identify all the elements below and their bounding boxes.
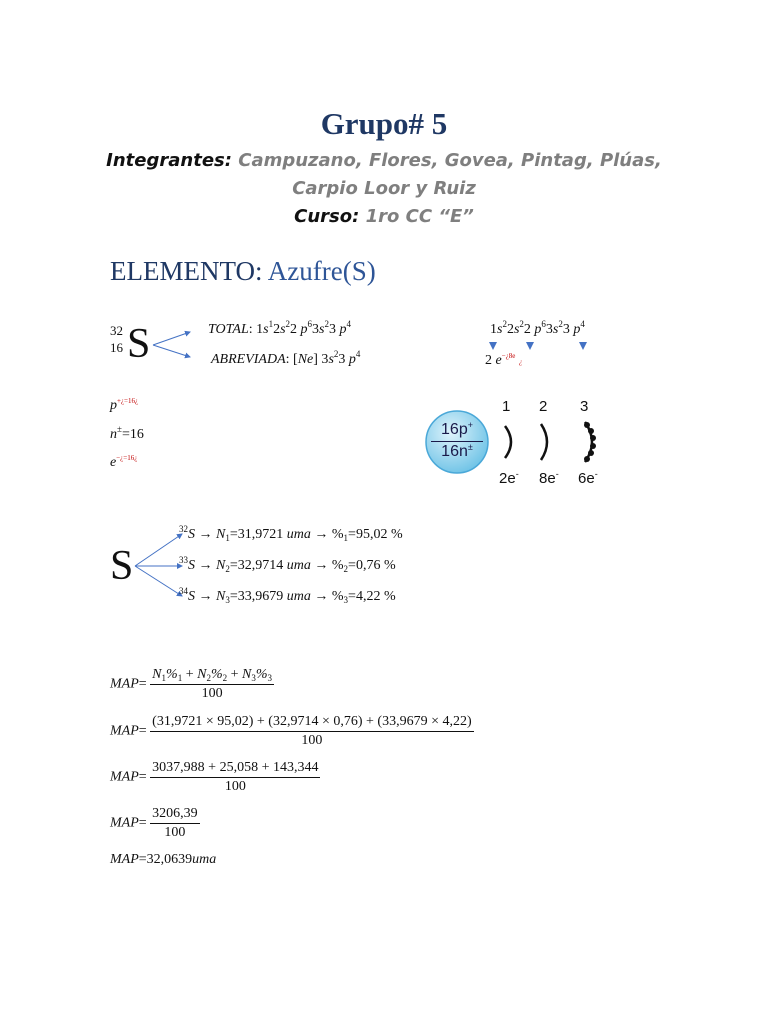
isotope-row: $^{34}S \to N_3=33,9679$ uma → $\%_3=4,22$ % [179, 586, 396, 605]
nucleus-p: 16p [441, 421, 468, 438]
total-label: TOTAL [208, 322, 249, 337]
shell-3-electrons [584, 422, 596, 462]
nucleus-label [431, 420, 483, 463]
arrow-isotope-3 [135, 566, 182, 596]
map-fraction-4: $\frac{3206,39}{100}$ [152, 806, 198, 840]
nucleus-protons: 16p+ [441, 420, 473, 438]
isotope-symbol: S [110, 543, 134, 589]
arrow-total [153, 332, 190, 345]
isotope-mass: 32 [179, 524, 188, 534]
map-products: MAP= $\frac{3037,988 + 25,058 + 143,344}{100}$ [110, 760, 319, 794]
right-tail: ¿ [518, 358, 523, 366]
right-e: e [495, 353, 502, 368]
nucleus-neutrons: 16n± [431, 441, 483, 463]
mass-number: 32 [110, 323, 123, 338]
map-formula: MAP= $\frac{N_1\%_1 + N_2\%_2 + N_3\%_3}{100}$ [110, 667, 273, 701]
isotope-mass: 34 [179, 586, 188, 596]
protons-symbol: p [110, 398, 117, 413]
integrantes-names-1: Campuzano, Flores, Govea, Pintag, Plúas, [238, 150, 662, 171]
shell-3-number: 3 [580, 398, 589, 415]
config-abreviada: ABREVIADA: [Ne] $3s^23$ $p^4$ [211, 349, 361, 367]
integrantes-label: Integrantes: [106, 150, 232, 171]
config-right: $1s^22s^22$ $p^63s^23$ $p^4$ [490, 319, 585, 337]
config-right-arrows [484, 340, 594, 354]
shell-3-electrons-label: 6e- [578, 469, 598, 487]
element-heading [110, 256, 376, 287]
element-label: ELEMENTO: [110, 256, 263, 286]
isotope-row: $^{32}S \to N_1=31,9721$ uma → $\%_1=95,02$ % [179, 524, 403, 543]
curso-value: 1ro CC “E” [365, 206, 474, 227]
integrantes-names-2: Carpio Loor y Ruiz [292, 178, 476, 199]
protons-sup: +¿=16¿ [117, 397, 139, 405]
neutrons-value: =16 [121, 427, 144, 442]
shell-2-electrons: 8e- [539, 469, 559, 487]
map-result: MAP=32,0639uma [110, 852, 217, 867]
atomic-number: 16 [110, 340, 123, 355]
curso-label: Curso: [294, 206, 360, 227]
map-sum: MAP= $\frac{3206,39}{100}$ [110, 806, 198, 840]
shell-2-arc [541, 424, 547, 460]
electrons [110, 455, 137, 471]
arrow-isotope-1 [135, 534, 182, 566]
shell-1-arc [505, 426, 511, 458]
arrow-abreviada [153, 345, 190, 357]
page-title: Grupo# 5 [320, 106, 448, 141]
abreviada-label: ABREVIADA [211, 352, 286, 367]
isotope-mass: 33 [179, 555, 188, 565]
shell-3-arc [585, 422, 592, 462]
config-total: TOTAL: $1s^12s^22$ $p^63s^23$ $p^4$ [208, 319, 351, 337]
neutrons-symbol: n [110, 427, 117, 442]
curso-line [0, 206, 768, 227]
shell-1-electrons: 2e- [499, 469, 519, 487]
nucleus-n: 16n [441, 443, 468, 460]
config-right-electrons [485, 353, 522, 369]
map-fraction-3: $\frac{3037,988 + 25,058 + 143,344}{100}$ [152, 760, 319, 794]
noble-gas: Ne [297, 352, 314, 367]
config-arrows [150, 325, 195, 365]
element-symbol: S [127, 321, 151, 367]
shell-2-number: 2 [539, 398, 548, 415]
atom-diagram [425, 398, 610, 490]
protons [110, 398, 138, 414]
neutrons-sup: ± [117, 424, 122, 434]
element-value: Azufre(S) [267, 256, 376, 286]
map-fraction-1: $\frac{N_1\%_1 + N_2\%_2 + N_3\%_3}{100}$ [152, 667, 273, 701]
shell-1-number: 1 [502, 398, 511, 415]
right-prefix: 2 [485, 353, 492, 368]
electrons-symbol: e [110, 455, 117, 470]
map-substitution: MAP= $\frac{(31,9721 \times 95,02) + (32,9714 \times 0,76) + (33,9679 \times 4,22)}{100}$ [110, 714, 472, 748]
neutrons [110, 424, 144, 443]
integrantes-line-1 [0, 150, 768, 171]
isotope-row: $^{33}S \to N_2=32,9714$ uma → $\%_2=0,76$ % [179, 555, 396, 574]
electrons-sup: −¿=16¿ [116, 454, 138, 462]
right-garble: −¿8e [501, 352, 516, 360]
map-fraction-2: $\frac{(31,9721 \times 95,02) + (32,9714 \times 0,76) + (33,9679 \times 4,22)}{100}$ [152, 714, 472, 748]
